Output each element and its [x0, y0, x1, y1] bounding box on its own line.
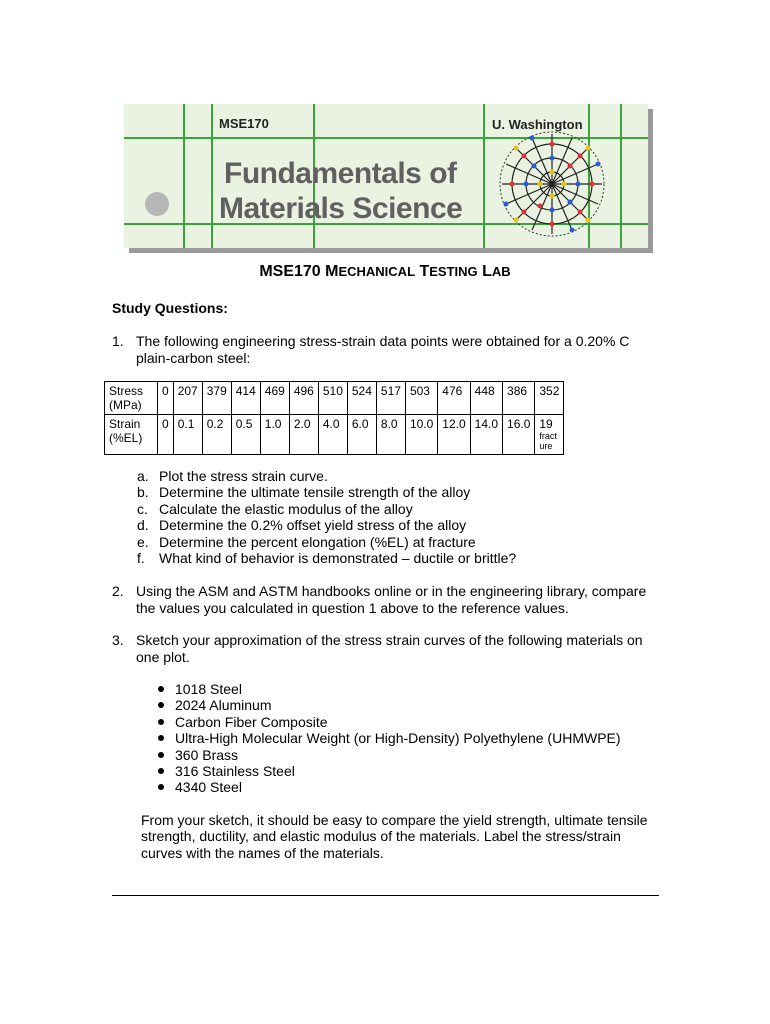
table-cell: 2.0	[289, 415, 318, 455]
paragraph-line: strength, ductility, and elastic modulus of the materials. Label the stress/strain	[141, 828, 621, 845]
table-cell: 0.1	[173, 415, 202, 455]
row-label-strain: Strain (%EL)	[105, 415, 158, 455]
question-line: one plot.	[136, 648, 190, 665]
lab-title-esting: ESTING	[429, 264, 478, 279]
table-cell: 469	[260, 382, 289, 415]
table-cell: 448	[470, 382, 502, 415]
table-cell: 16.0	[503, 415, 535, 455]
table-cell: 517	[376, 382, 405, 415]
study-heading: Study Questions:	[112, 300, 228, 316]
paragraph-line: From your sketch, it should be easy to compare the yield strength, ultimate tensile	[141, 812, 648, 828]
table-cell: 207	[173, 382, 202, 415]
banner-title-line2: Materials Science	[219, 192, 463, 225]
table-cell: 6.0	[347, 415, 376, 455]
table-cell: 4.0	[318, 415, 347, 455]
bullet-icon	[158, 752, 164, 758]
lab-title-t: T	[419, 263, 430, 280]
bullet-icon	[158, 735, 164, 741]
bullet-icon	[158, 768, 164, 774]
table-cell: 0	[158, 382, 174, 415]
bullet-icon	[158, 686, 164, 692]
lab-title-ab: AB	[491, 264, 511, 279]
table-cell: 0.5	[231, 415, 260, 455]
question-2	[112, 583, 672, 617]
table-cell: 10.0	[405, 415, 437, 455]
question-line: the values you calculated in question 1 above to the reference values.	[136, 599, 569, 616]
lab-title-l: L	[482, 263, 492, 280]
table-cell: 14.0	[470, 415, 502, 455]
table-cell: 8.0	[376, 415, 405, 455]
row-label-stress: Stress (MPa)	[105, 382, 158, 415]
banner-university: U. Washington	[492, 117, 583, 132]
banner-title-line1: Fundamentals of	[224, 157, 457, 190]
paragraph-line: curves with the names of the materials.	[141, 844, 384, 861]
question-1	[112, 333, 672, 367]
course-banner	[124, 104, 648, 248]
question-3	[112, 632, 672, 666]
bullet-icon	[158, 719, 164, 725]
question-line: plain-carbon steel:	[136, 349, 251, 366]
table-cell: 496	[289, 382, 318, 415]
table-row-stress	[105, 382, 564, 415]
lab-title-m: M	[325, 263, 339, 280]
molecule-graphic	[500, 132, 604, 236]
question-line: Sketch your approximation of the stress strain curves of the following materials on	[136, 632, 643, 648]
question-line: Using the ASM and ASTM handbooks online or in the engineering library, compare	[136, 583, 647, 599]
question-number: 1.	[112, 333, 124, 349]
table-cell: 352	[535, 382, 564, 415]
table-cell-fracture: 19 fract ure	[535, 415, 564, 455]
table-row-strain	[105, 415, 564, 455]
table-cell: 386	[503, 382, 535, 415]
footer-divider	[112, 895, 659, 896]
table-cell: 476	[438, 382, 470, 415]
closing-paragraph	[141, 812, 648, 861]
table-cell: 524	[347, 382, 376, 415]
question-number: 3.	[112, 632, 124, 648]
banner-bullet-dot	[145, 192, 169, 216]
lab-title	[0, 263, 770, 281]
lab-title-echanical: ECHANICAL	[338, 264, 416, 279]
table-cell: 379	[202, 382, 231, 415]
lab-title-prefix: MSE170	[259, 263, 326, 280]
table-cell: 503	[405, 382, 437, 415]
table-cell: 414	[231, 382, 260, 415]
table-cell: 0.2	[202, 415, 231, 455]
table-cell: 0	[158, 415, 174, 455]
table-cell: 510	[318, 382, 347, 415]
bullet-icon	[158, 784, 164, 790]
bullet-icon	[158, 702, 164, 708]
question-number: 2.	[112, 583, 124, 599]
question-line: The following engineering stress-strain data points were obtained for a 0.20% C	[136, 333, 630, 349]
stress-strain-table	[104, 381, 564, 455]
table-cell: 1.0	[260, 415, 289, 455]
table-cell: 12.0	[438, 415, 470, 455]
banner-course: MSE170	[219, 116, 269, 131]
